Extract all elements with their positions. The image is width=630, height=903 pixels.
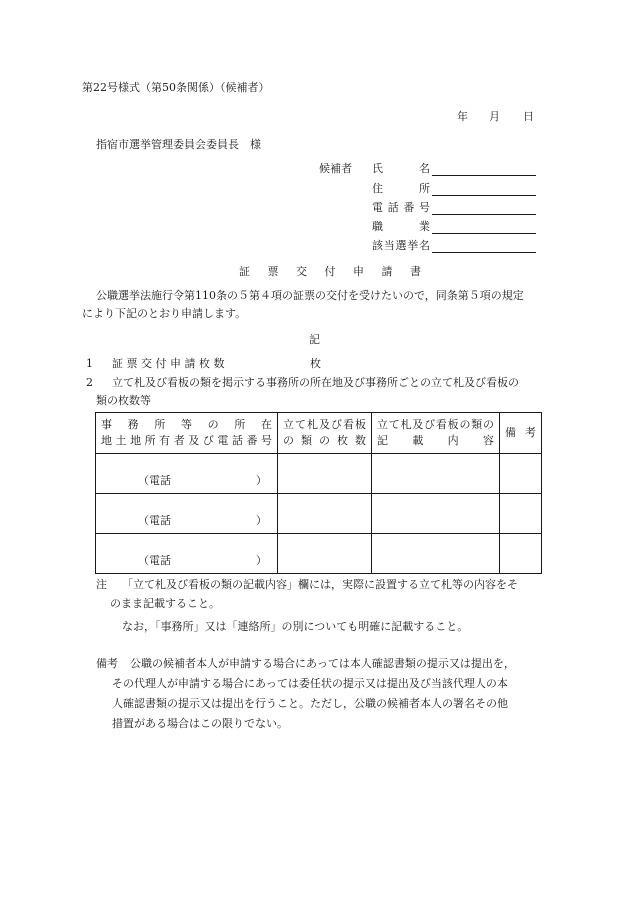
address-label: 住所 <box>372 182 430 195</box>
remarks-line-4: 措置がある場合はこの限りでない。 <box>112 717 288 730</box>
col-header-content-line-2: 記 載 内 容 <box>377 434 494 447</box>
document-title: 証 票 交 付 申 請 書 <box>239 265 428 278</box>
count-cell[interactable] <box>278 534 372 574</box>
content-cell[interactable] <box>372 534 500 574</box>
note-line-3: なお，「事務所」又は「連絡所」の別についても明確に記載すること。 <box>122 620 469 633</box>
note-line-1: 「立て札及び看板の類の記載内容」欄には，実際に設置する立て札等の内容をそ <box>122 578 518 591</box>
remarks-cell[interactable] <box>500 454 542 494</box>
phone-open: （電話 <box>138 474 171 487</box>
col-header-remarks <box>500 413 542 454</box>
remarks-line-1: 公職の候補者本人が申請する場合にあっては本人確認書類の提示又は提出を， <box>130 657 515 670</box>
location-cell[interactable] <box>96 494 278 534</box>
item-1-unit: 枚 <box>310 357 321 370</box>
count-cell[interactable] <box>278 494 372 534</box>
phone-open: （電話 <box>138 514 171 527</box>
table-header-row <box>96 413 542 454</box>
remarks-label: 備考 <box>96 657 118 670</box>
ki-heading: 記 <box>309 333 320 346</box>
content-cell[interactable] <box>372 454 500 494</box>
location-cell[interactable] <box>96 454 278 494</box>
election-line <box>432 240 536 253</box>
col-header-location-line-2: 地土地所有者及び電話番号 <box>101 434 272 447</box>
col-header-count-line-2: の 類 の 枚 数 <box>283 434 366 447</box>
remarks-line-2: その代理人が申請する場合にあっては委任状の提示又は提出及び当該代理人の本 <box>112 677 508 690</box>
address-line <box>432 183 536 196</box>
addressee: 指宿市選挙管理委員会委員長 様 <box>96 138 261 151</box>
count-cell[interactable] <box>278 454 372 494</box>
phone-label: 電話番号 <box>372 201 430 214</box>
date-year-label: 年 <box>457 110 468 123</box>
remarks-line-3: 人確認書類の提示又は提出を行うこと。ただし，公職の候補者本人の署名その他 <box>112 697 508 710</box>
address-field[interactable] <box>372 182 536 196</box>
date-day-label: 日 <box>523 110 534 123</box>
election-label: 該当選挙名 <box>372 239 430 252</box>
intro-line-2: により下記のとおり申請します。 <box>82 307 247 320</box>
office-table <box>95 412 542 574</box>
note-line-2: のまま記載すること。 <box>110 597 220 610</box>
note-label: 注 <box>96 578 107 591</box>
intro-line-1: 公職選挙法施行令第110条の５第４項の証票の交付を受けたいので，同条第５項の規定 <box>96 289 524 302</box>
col-header-content-line-1: 立て札及び看板の類の <box>377 418 494 431</box>
phone-close: ） <box>256 474 267 487</box>
date-month-label: 月 <box>489 110 500 123</box>
location-cell[interactable] <box>96 534 278 574</box>
col-header-count-line-1: 立て札及び看板 <box>283 418 366 431</box>
item-1-text: 証 票 交 付 申 請 枚 数 <box>112 357 225 370</box>
col-header-location <box>96 413 278 454</box>
phone-line <box>432 202 536 215</box>
phone-field[interactable] <box>372 201 536 215</box>
occupation-field[interactable] <box>372 220 536 234</box>
table-row <box>96 494 542 534</box>
applicant-role: 候補者 <box>319 162 352 175</box>
col-header-count <box>278 413 372 454</box>
phone-close: ） <box>256 554 267 567</box>
item-2-text: 立て札及び看板の類を掲示する事務所の所在地及び事務所ごとの立て札及び看板の <box>112 376 519 389</box>
name-field[interactable] <box>372 162 536 176</box>
phone-open: （電話 <box>138 554 171 567</box>
table-row <box>96 534 542 574</box>
occupation-line <box>432 221 536 234</box>
table-row <box>96 454 542 494</box>
form-number: 第22号様式（第50条関係）（候補者） <box>82 81 270 94</box>
occupation-label: 職業 <box>372 220 430 233</box>
election-field[interactable] <box>372 239 536 253</box>
item-2-continuation: 類の枚数等 <box>96 394 151 407</box>
remarks-cell[interactable] <box>500 494 542 534</box>
name-line <box>432 163 536 176</box>
name-label: 氏名 <box>372 162 430 175</box>
col-header-content <box>372 413 500 454</box>
phone-close: ） <box>256 514 267 527</box>
remarks-cell[interactable] <box>500 534 542 574</box>
col-header-location-line-1: 事 務 所 等 の 所 在 <box>101 418 272 431</box>
item-2-number: 2 <box>86 376 93 389</box>
col-header-remarks-line: 備 考 <box>505 426 536 439</box>
content-cell[interactable] <box>372 494 500 534</box>
item-1-number: 1 <box>86 357 93 370</box>
